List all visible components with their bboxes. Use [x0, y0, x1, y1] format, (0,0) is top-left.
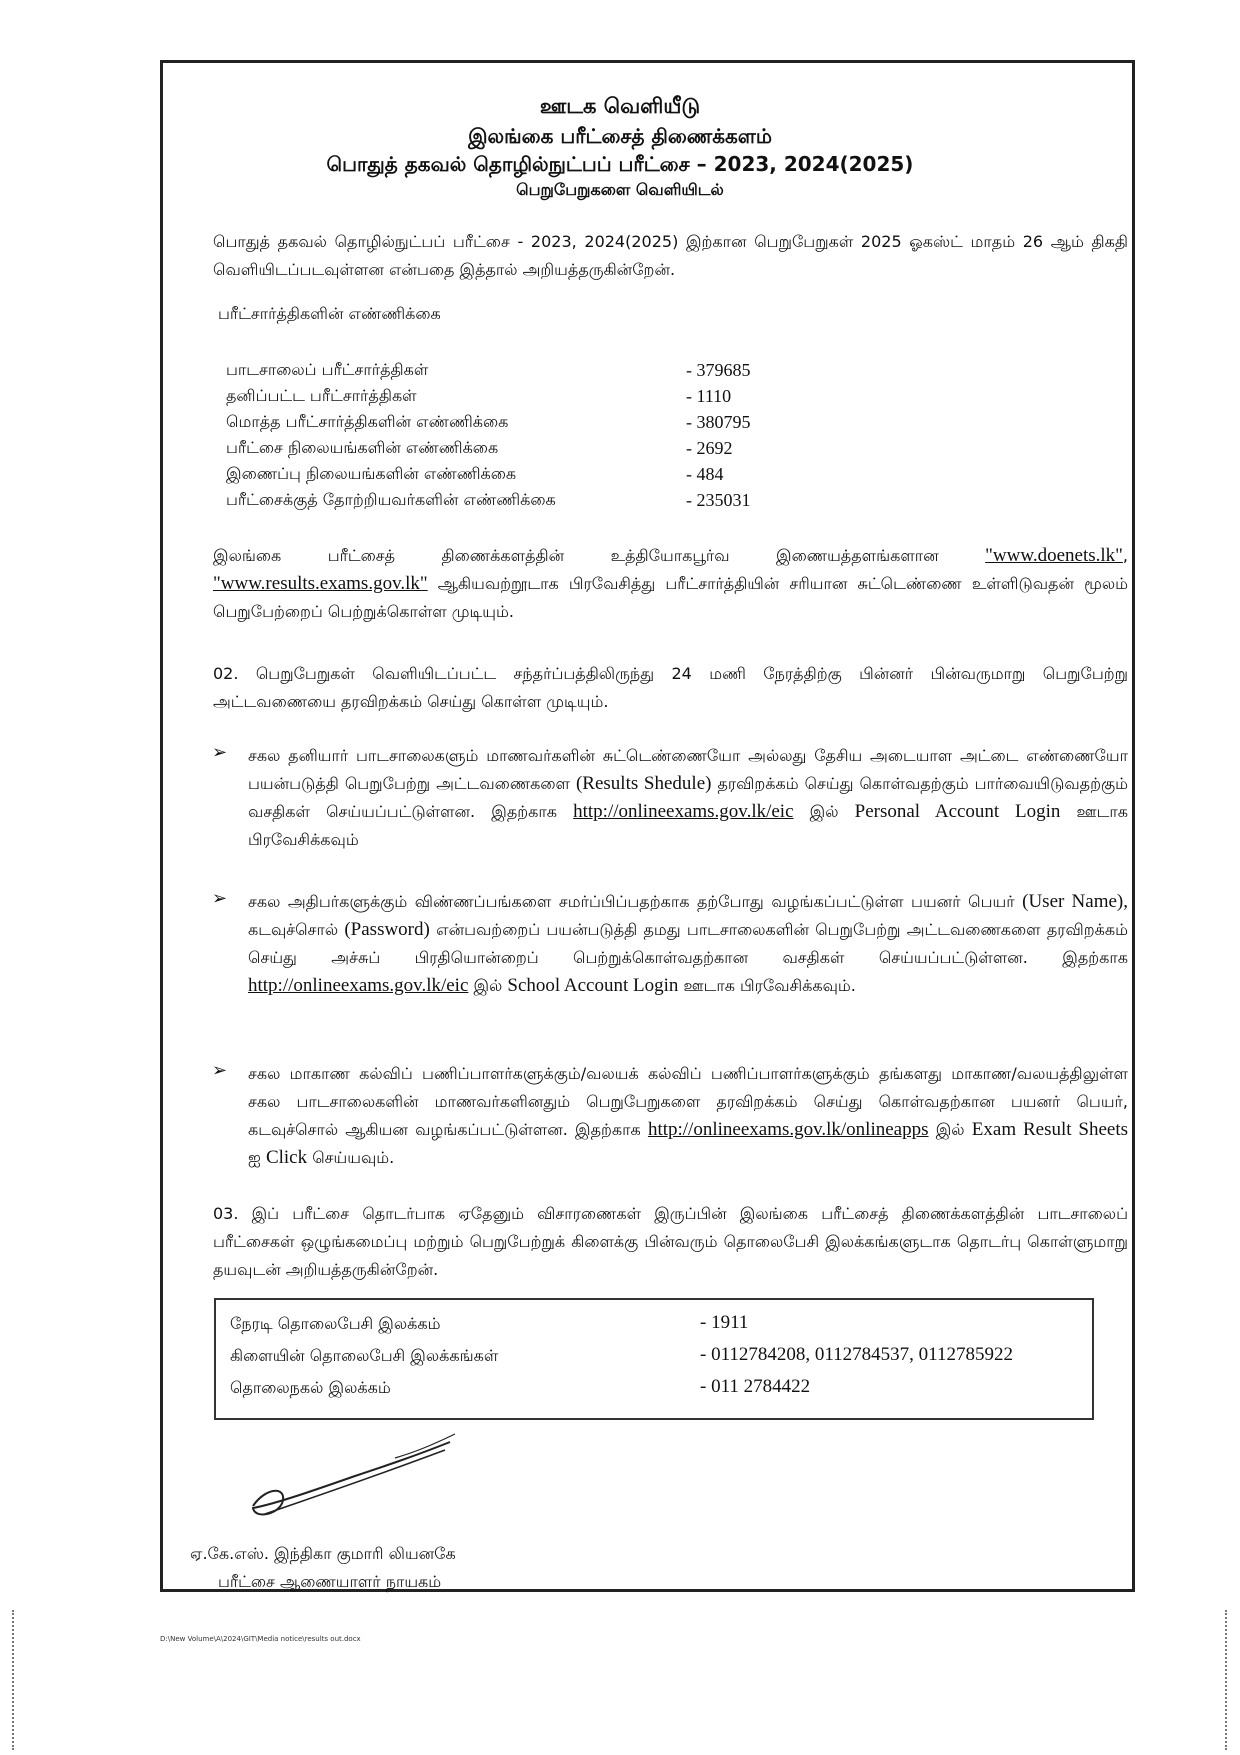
scan-margin-marks: [1225, 1610, 1229, 1750]
contact-label: நேரடி தொலைபேசி இலக்கம்: [230, 1314, 441, 1333]
contact-row: [230, 1376, 1080, 1406]
link-onlineexams-onlineapps[interactable]: http://onlineexams.gov.lk/onlineapps: [647, 1119, 929, 1140]
bullet-principals: சகல அதிபர்களுக்கும் விண்ணப்பங்களை சமர்ப்பிப்பதற்காக தற்போது வழங்கப்பட்டுள்ள பயனர் பெயர் (User Name), கடவுச்சொல் (Password) என்பவற்றைப் பயன்படுத்தி தமது பாடசாலைகளின் பெறுபேற்று அட்டவணைகளை தரவிறக்கம் செய்து அச்சுப் பிரதியொன்றைப் பெற்றுக்கொள்வதற்கான வசதிகள் செய்யப்பட்டுள்ளன. இதற்காக http://onlineexams.gov.lk/eic இல் School Account Login ஊடாக பிரவேசிக்கவும்.: [248, 891, 1128, 996]
stat-value: - 380795: [686, 412, 751, 432]
stat-row: [226, 360, 786, 386]
stat-label: பாடசாலைப் பரீட்சார்த்திகள்: [226, 360, 429, 379]
stat-row: [226, 412, 786, 438]
signer-title: பரீட்சை ஆணையாளர் நாயகம்: [218, 1572, 442, 1591]
stat-row: [226, 490, 786, 516]
stat-label: மொத்த பரீட்சார்த்திகளின் எண்ணிக்கை: [226, 412, 509, 431]
stat-value: - 1110: [686, 386, 732, 406]
stat-label: இணைப்பு நிலையங்களின் எண்ணிக்கை: [226, 464, 517, 483]
stat-row: [226, 464, 786, 490]
bullet-arrow-icon: ➢: [212, 1060, 228, 1081]
intro-paragraph: பொதுத் தகவல் தொழில்நுட்பப் பரீட்சை - 2023, 2024(2025) இற்கான பெறுபேறுகள் 2025 ஓகஸ்ட் மாதம் 26 ஆம் திகதி வெளியிடப்படவுள்ளன என்பதை இத்தால் அறியத்தருகின்றேன்.: [213, 232, 1128, 279]
stats-title: பரீட்சார்த்திகளின் எண்ணிக்கை: [218, 304, 441, 323]
section-02-paragraph: 02. பெறுபேறுகள் வெளியிடப்பட்ட சந்தர்ப்பத்திலிருந்து 24 மணி நேரத்திற்கு பின்னர் பின்வருமாறு பெறுபேற்று அட்டவணையை தரவிறக்கம் செய்து கொள்ள முடியும்.: [213, 664, 1128, 711]
bullet-private-schools: சகல தனியார் பாடசாலைகளும் மாணவர்களின் சுட்டெண்ணையோ அல்லது தேசிய அடையாள அட்டை எண்ணையோ பயன்படுத்தி பெறுபேற்று அட்டவணைகளை (Results Shedule) தரவிறக்கம் செய்து கொள்வதற்கும் பார்வையிடுவதற்கும் வசதிகள் செய்யப்பட்டுள்ளன. இதற்காக http://onlineexams.gov.lk/eic இல் Personal Account Login ஊடாக பிரவேசிக்கவும்: [248, 746, 1129, 849]
website-link-results[interactable]: "www.results.exams.gov.lk": [213, 573, 428, 594]
title-results-release: பெறுபேறுகளை வெளியிடல்: [516, 180, 724, 199]
title-department: இலங்கை பரீட்சைத் திணைக்களம்: [468, 124, 772, 148]
contact-label: கிளையின் தொலைபேசி இலக்கங்கள்: [230, 1346, 499, 1365]
stat-value: - 2692: [686, 438, 733, 458]
stat-row: [226, 438, 786, 464]
contact-box: [214, 1298, 1094, 1420]
contact-value: - 1911: [700, 1312, 749, 1333]
stat-label: பரீட்சைக்குத் தோற்றியவர்களின் எண்ணிக்கை: [226, 490, 556, 509]
link-onlineexams-eic[interactable]: http://onlineexams.gov.lk/eic: [248, 975, 469, 996]
bullet-arrow-icon: ➢: [212, 742, 228, 763]
contact-label: தொலைநகல் இலக்கம்: [230, 1378, 391, 1397]
contact-value: - 0112784208, 0112784537, 0112785922: [700, 1344, 1013, 1365]
contact-row: [230, 1344, 1080, 1374]
website-link-doenets[interactable]: "www.doenets.lk": [985, 545, 1123, 566]
stat-value: - 484: [686, 464, 724, 484]
link-onlineexams-eic[interactable]: http://onlineexams.gov.lk/eic: [573, 801, 794, 822]
title-media-release: ஊடக வெளியீடு: [539, 94, 701, 118]
stat-label: பரீட்சை நிலையங்களின் எண்ணிக்கை: [226, 438, 499, 457]
title-exam: பொதுத் தகவல் தொழில்நுட்பப் பரீட்சை – 2023, 2024(2025): [326, 152, 914, 176]
file-path-footer: D:\New Volume\A\2024\GIT\Media notice\results out.docx: [160, 1635, 361, 1643]
bullet-directors: சகல மாகாண கல்விப் பணிப்பாளர்களுக்கும்/வலயக் கல்விப் பணிப்பாளர்களுக்கும் தங்களது மாகாண/வலயத்திலுள்ள சகல பாடசாலைகளின் மாணவர்களினதும் பெறுபேறுகளை தரவிறக்கம் செய்து கொள்வதற்கான பயனர் பெயர், கடவுச்சொல் ஆகியன வழங்கப்பட்டுள்ளன. இதற்காக http://onlineexams.gov.lk/onlineapps இல் Exam Result Sheets ஐ Click செய்யவும்.: [248, 1064, 1129, 1168]
scan-margin-marks: [12, 1610, 16, 1750]
stat-value: - 379685: [686, 360, 751, 380]
contact-value: - 011 2784422: [700, 1376, 811, 1397]
stat-label: தனிப்பட்ட பரீட்சார்த்திகள்: [226, 386, 417, 405]
section-03-paragraph: 03. இப் பரீட்சை தொடர்பாக ஏதேனும் விசாரணைகள் இருப்பின் இலங்கை பரீட்சைத் திணைக்களத்தின் பாடசாலைப் பரீட்சைகள் ஒழுங்கமைப்பு மற்றும் பெறுபேற்றுக் கிளைக்கு பின்வரும் தொலைபேசி இலக்கங்களுடாக தொடர்பு கொள்ளுமாறு தயவுடன் அறியத்தருகின்றேன்.: [213, 1204, 1128, 1279]
contact-row: [230, 1312, 1080, 1342]
bullet-arrow-icon: ➢: [212, 888, 228, 909]
stat-row: [226, 386, 786, 412]
websites-paragraph: இலங்கை பரீட்சைத் திணைக்களத்தின் உத்தியோகபூர்வ இணையத்தளங்களான "www.doenets.lk", "www.results.exams.gov.lk" ஆகியவற்றூடாக பிரவேசித்து பரீட்சார்த்தியின் சரியான சுட்டெண்ணை உள்ளிடுவதன் மூலம் பெறுபேற்றைப் பெற்றுக்கொள்ள முடியும்.: [213, 545, 1128, 621]
stat-value: - 235031: [686, 490, 751, 510]
signer-block: [190, 1540, 456, 1596]
signer-name: ஏ.கே.எஸ். இந்திகா குமாரி லியனகே: [190, 1544, 456, 1563]
signature: [245, 1428, 465, 1528]
